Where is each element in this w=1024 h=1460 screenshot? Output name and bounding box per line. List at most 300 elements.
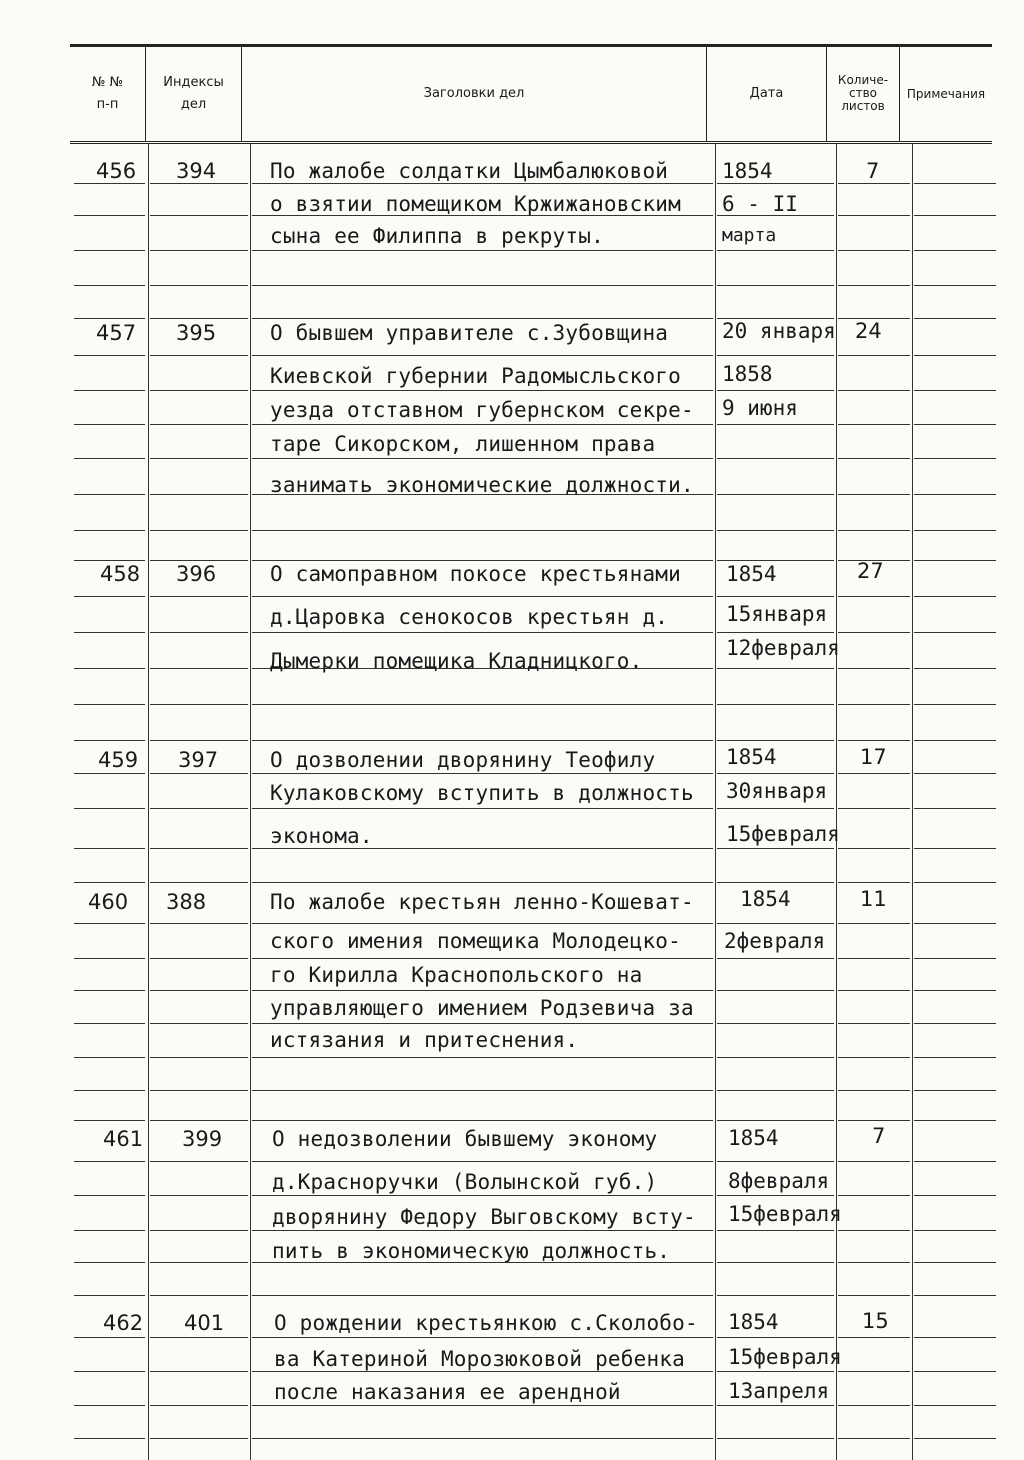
row-rule	[914, 285, 996, 286]
row-rule	[914, 990, 996, 991]
entry-title-line: Дымерки помещика Кладницкого.	[270, 649, 643, 673]
row-rule	[252, 390, 713, 391]
column-line	[836, 143, 837, 1460]
entry-date-line: 13апреля	[728, 1379, 830, 1403]
entry-index: 395	[176, 321, 217, 345]
row-rule	[838, 882, 910, 883]
entry-date-line: 12февраля	[726, 636, 840, 660]
row-rule	[74, 1195, 145, 1196]
row-rule	[252, 424, 713, 425]
row-rule	[717, 923, 834, 924]
row-rule	[717, 1262, 834, 1263]
header-qty-line: листов	[841, 99, 885, 113]
entry-date-line: 15февраля	[728, 1345, 842, 1369]
row-rule	[150, 1337, 248, 1338]
row-rule	[252, 560, 713, 561]
row-rule	[150, 1090, 248, 1091]
row-rule	[914, 740, 996, 741]
entry-title-line: пить в экономическую должность.	[272, 1239, 671, 1263]
row-rule	[717, 1161, 834, 1162]
entry-index: 396	[176, 562, 217, 586]
row-rule	[252, 882, 713, 883]
row-rule	[717, 458, 834, 459]
row-rule	[914, 355, 996, 356]
entry-index: 394	[176, 159, 217, 183]
entry-title-line: о взятии помещиком Кржижановским	[270, 192, 681, 216]
row-rule	[150, 183, 248, 184]
row-rule	[150, 958, 248, 959]
row-rule	[74, 740, 145, 741]
entry-title-line: занимать экономические должности.	[270, 473, 694, 497]
row-rule	[74, 183, 145, 184]
header-notes-label: Примечания	[906, 86, 986, 101]
header-bottom-rule	[70, 141, 992, 144]
row-rule	[914, 250, 996, 251]
row-rule	[74, 923, 145, 924]
row-rule	[717, 1057, 834, 1058]
row-rule	[150, 355, 248, 356]
row-rule	[74, 1120, 145, 1121]
row-rule	[74, 1371, 145, 1372]
row-rule	[838, 668, 910, 669]
row-rule	[838, 390, 910, 391]
entry-qty: 11	[860, 887, 887, 911]
row-rule	[252, 1090, 713, 1091]
row-rule	[74, 458, 145, 459]
entry-title-line: таре Сикорском, лишенном права	[270, 432, 656, 456]
entry-title-line: О рождении крестьянкою с.Сколобо-	[274, 1311, 698, 1335]
row-rule	[252, 740, 713, 741]
header-qty-column	[827, 46, 899, 141]
row-rule	[150, 923, 248, 924]
row-rule	[914, 1262, 996, 1263]
row-rule	[74, 318, 145, 319]
entry-title-line: д.Красноручки (Волынской губ.)	[272, 1170, 658, 1194]
row-rule	[838, 250, 910, 251]
entry-title-line: ского имения помещика Молодецко-	[270, 929, 681, 953]
header-index-line: Индексы	[163, 74, 224, 90]
row-rule	[150, 285, 248, 286]
entry-number: 457	[96, 321, 137, 345]
entry-number: 459	[98, 748, 139, 772]
row-rule	[150, 458, 248, 459]
row-rule	[150, 1262, 248, 1263]
row-rule	[74, 668, 145, 669]
row-rule	[717, 285, 834, 286]
row-rule	[74, 848, 145, 849]
row-rule	[838, 1438, 910, 1439]
entry-index: 388	[166, 890, 207, 914]
row-rule	[74, 596, 145, 597]
row-rule	[914, 958, 996, 959]
row-rule	[717, 990, 834, 991]
row-rule	[914, 1195, 996, 1196]
row-rule	[717, 958, 834, 959]
entry-title-line: ва Катериной Морозюковой ребенка	[274, 1347, 685, 1371]
row-rule	[914, 668, 996, 669]
row-rule	[914, 1090, 996, 1091]
row-rule	[74, 494, 145, 495]
entry-date-line: 1854	[728, 1126, 779, 1150]
row-rule	[838, 1230, 910, 1231]
row-rule	[150, 1057, 248, 1058]
entry-date-line: 1854	[728, 1310, 779, 1334]
entry-title-line: О самоправном покосе крестьянами	[270, 562, 681, 586]
row-rule	[150, 632, 248, 633]
row-rule	[150, 390, 248, 391]
row-rule	[150, 740, 248, 741]
row-rule	[150, 1295, 248, 1296]
entry-number: 456	[96, 159, 137, 183]
row-rule	[252, 355, 713, 356]
row-rule	[252, 530, 713, 531]
row-rule	[74, 773, 145, 774]
row-rule	[717, 668, 834, 669]
entry-number: 462	[103, 1311, 144, 1335]
row-rule	[838, 1405, 910, 1406]
row-rule	[150, 808, 248, 809]
header-index-column	[146, 46, 241, 141]
row-rule	[252, 1023, 713, 1024]
row-rule	[252, 848, 713, 849]
row-rule	[914, 1337, 996, 1338]
row-rule	[717, 530, 834, 531]
row-rule	[74, 390, 145, 391]
row-rule	[150, 1438, 248, 1439]
row-rule	[914, 1438, 996, 1439]
row-rule	[74, 704, 145, 705]
entry-title-line: управляющего имением Родзевича за	[270, 996, 694, 1020]
row-rule	[150, 530, 248, 531]
row-rule	[74, 250, 145, 251]
entry-title-line: О дозволении дворянину Теофилу	[270, 748, 656, 772]
entry-title-line: Кулаковскому вступить в должность	[270, 781, 694, 805]
header-date-column	[707, 46, 826, 141]
row-rule	[150, 882, 248, 883]
row-rule	[914, 1057, 996, 1058]
row-rule	[252, 1161, 713, 1162]
row-rule	[252, 808, 713, 809]
row-rule	[838, 958, 910, 959]
row-rule	[74, 1405, 145, 1406]
row-rule	[914, 848, 996, 849]
row-rule	[914, 704, 996, 705]
entry-index: 401	[184, 1311, 225, 1335]
row-rule	[914, 1023, 996, 1024]
row-rule	[914, 318, 996, 319]
row-rule	[914, 1120, 996, 1121]
row-rule	[252, 632, 713, 633]
row-rule	[838, 1195, 910, 1196]
entry-number: 461	[103, 1127, 144, 1151]
entry-title-line: после наказания ее арендной	[274, 1380, 621, 1404]
entry-title-line: О недозволении бывшему эконому	[272, 1127, 658, 1151]
row-rule	[150, 596, 248, 597]
entry-title-line: Киевской губернии Радомысльского	[270, 364, 681, 388]
row-rule	[717, 355, 834, 356]
row-rule	[838, 530, 910, 531]
entry-title-line: сына ее Филиппа в рекруты.	[270, 224, 604, 248]
row-rule	[252, 458, 713, 459]
row-rule	[252, 285, 713, 286]
row-rule	[717, 704, 834, 705]
entry-qty: 7	[872, 1124, 886, 1148]
row-rule	[150, 215, 248, 216]
row-rule	[838, 424, 910, 425]
row-rule	[914, 560, 996, 561]
row-rule	[717, 1230, 834, 1231]
row-rule	[252, 1438, 713, 1439]
row-rule	[914, 808, 996, 809]
row-rule	[150, 773, 248, 774]
row-rule	[838, 183, 910, 184]
row-rule	[838, 1057, 910, 1058]
row-rule	[74, 808, 145, 809]
entry-index: 397	[178, 748, 219, 772]
entry-date-line: 1854	[740, 887, 791, 911]
row-rule	[717, 250, 834, 251]
row-rule	[717, 1120, 834, 1121]
column-line	[912, 143, 913, 1460]
row-rule	[717, 632, 834, 633]
row-rule	[150, 1371, 248, 1372]
row-rule	[74, 1337, 145, 1338]
row-rule	[838, 1090, 910, 1091]
row-rule	[252, 1295, 713, 1296]
row-rule	[74, 882, 145, 883]
row-rule	[717, 390, 834, 391]
row-rule	[150, 1405, 248, 1406]
column-line	[715, 143, 716, 1460]
row-rule	[717, 740, 834, 741]
row-rule	[838, 215, 910, 216]
row-rule	[717, 1371, 834, 1372]
entry-date-line: марта	[722, 225, 777, 246]
header-num-line: п-п	[96, 96, 119, 112]
entry-title-line: го Кирилла Краснопольского на	[270, 963, 643, 987]
row-rule	[717, 596, 834, 597]
row-rule	[74, 1090, 145, 1091]
row-rule	[252, 1120, 713, 1121]
row-rule	[914, 424, 996, 425]
row-rule	[252, 596, 713, 597]
row-rule	[252, 923, 713, 924]
header-qty-line: ство	[848, 86, 877, 100]
row-rule	[252, 183, 713, 184]
row-rule	[150, 318, 248, 319]
row-rule	[74, 1057, 145, 1058]
entry-qty: 24	[855, 319, 882, 343]
row-rule	[150, 848, 248, 849]
row-rule	[150, 668, 248, 669]
row-rule	[252, 1405, 713, 1406]
row-rule	[150, 1161, 248, 1162]
header-title-label: Заголовки дел	[423, 85, 525, 101]
header-title-column	[242, 46, 706, 141]
row-rule	[150, 560, 248, 561]
row-rule	[838, 1120, 910, 1121]
row-rule	[74, 1161, 145, 1162]
row-rule	[838, 285, 910, 286]
entry-date-line: 15февраля	[728, 1202, 842, 1226]
row-rule	[838, 1161, 910, 1162]
row-rule	[914, 1161, 996, 1162]
entry-number: 460	[88, 890, 129, 914]
entry-date-line: 9 июня	[722, 396, 798, 420]
row-rule	[74, 355, 145, 356]
row-rule	[150, 990, 248, 991]
row-rule	[914, 494, 996, 495]
row-rule	[914, 458, 996, 459]
entry-title-line: По жалобе крестьян ленно-Кошеват-	[270, 890, 694, 914]
entry-date-line: 1854	[726, 562, 777, 586]
entry-qty: 15	[862, 1309, 889, 1333]
row-rule	[914, 1371, 996, 1372]
row-rule	[914, 1295, 996, 1296]
row-rule	[717, 1438, 834, 1439]
row-rule	[914, 1405, 996, 1406]
row-rule	[838, 923, 910, 924]
row-rule	[74, 1230, 145, 1231]
row-rule	[914, 390, 996, 391]
row-rule	[74, 530, 145, 531]
entry-title-line: дворянину Федору Выговскому всту-	[272, 1205, 696, 1229]
row-rule	[717, 1337, 834, 1338]
entry-date-line: 1854	[726, 745, 777, 769]
entry-number: 458	[100, 562, 141, 586]
row-rule	[252, 958, 713, 959]
row-rule	[717, 1023, 834, 1024]
row-rule	[74, 990, 145, 991]
row-rule	[150, 250, 248, 251]
entry-title-line: уезда отставном губернском секре-	[270, 398, 694, 422]
row-rule	[150, 494, 248, 495]
row-rule	[252, 1057, 713, 1058]
row-rule	[717, 424, 834, 425]
row-rule	[838, 458, 910, 459]
row-rule	[74, 958, 145, 959]
header-notes-column	[900, 46, 992, 141]
row-rule	[838, 990, 910, 991]
row-rule	[717, 1195, 834, 1196]
row-rule	[252, 1195, 713, 1196]
entry-date-line: 2февраля	[724, 929, 826, 953]
row-rule	[914, 183, 996, 184]
row-rule	[74, 560, 145, 561]
row-rule	[252, 318, 713, 319]
row-rule	[838, 1295, 910, 1296]
row-rule	[914, 215, 996, 216]
row-rule	[838, 740, 910, 741]
entry-title-line: По жалобе солдатки Цымбалюковой	[270, 159, 669, 183]
entry-date-line: 1854	[722, 159, 773, 183]
row-rule	[150, 704, 248, 705]
row-rule	[838, 494, 910, 495]
entry-date-line: 15февраля	[726, 822, 840, 846]
row-rule	[914, 923, 996, 924]
row-rule	[74, 632, 145, 633]
row-rule	[74, 1023, 145, 1024]
row-rule	[838, 1023, 910, 1024]
row-rule	[150, 1195, 248, 1196]
row-rule	[838, 355, 910, 356]
header-date-label: Дата	[749, 85, 784, 101]
row-rule	[717, 848, 834, 849]
row-rule	[717, 183, 834, 184]
row-rule	[74, 1262, 145, 1263]
row-rule	[914, 632, 996, 633]
row-rule	[914, 882, 996, 883]
row-rule	[914, 530, 996, 531]
row-rule	[74, 1295, 145, 1296]
row-rule	[252, 1337, 713, 1338]
row-rule	[74, 424, 145, 425]
row-rule	[252, 250, 713, 251]
row-rule	[914, 1230, 996, 1231]
entry-qty: 7	[866, 159, 880, 183]
entry-title-line: д.Царовка сенокосов крестьян д.	[270, 605, 669, 629]
entry-qty: 27	[857, 559, 884, 583]
entry-date-line: 30января	[726, 779, 828, 803]
row-rule	[150, 424, 248, 425]
row-rule	[914, 773, 996, 774]
row-rule	[838, 1371, 910, 1372]
row-rule	[252, 773, 713, 774]
row-rule	[838, 632, 910, 633]
row-rule	[252, 704, 713, 705]
row-rule	[838, 1337, 910, 1338]
row-rule	[150, 1230, 248, 1231]
row-rule	[838, 704, 910, 705]
entry-date-line: 8февраля	[728, 1169, 830, 1193]
header-index-line: дел	[180, 96, 207, 112]
row-rule	[838, 1262, 910, 1263]
row-rule	[252, 1230, 713, 1231]
row-rule	[838, 848, 910, 849]
row-rule	[150, 1023, 248, 1024]
row-rule	[74, 1438, 145, 1439]
row-rule	[74, 285, 145, 286]
row-rule	[74, 215, 145, 216]
row-rule	[717, 560, 834, 561]
row-rule	[717, 1295, 834, 1296]
row-rule	[252, 1371, 713, 1372]
row-rule	[252, 990, 713, 991]
entry-date-line: 6 - II	[722, 192, 798, 216]
row-rule	[717, 1405, 834, 1406]
row-rule	[838, 596, 910, 597]
row-rule	[717, 1090, 834, 1091]
row-rule	[838, 773, 910, 774]
column-line	[148, 143, 149, 1460]
row-rule	[717, 882, 834, 883]
header-qty-line: Количе-	[837, 73, 889, 87]
header-num-column	[70, 46, 145, 141]
entry-date-line: 15января	[726, 602, 828, 626]
entry-title-line: эконома.	[270, 824, 373, 848]
entry-index: 399	[182, 1127, 223, 1151]
column-line	[250, 143, 251, 1460]
entry-title-line: О бывшем управителе с.Зубовщина	[270, 321, 669, 345]
row-rule	[717, 494, 834, 495]
row-rule	[717, 773, 834, 774]
row-rule	[914, 596, 996, 597]
entry-date-line: 1858	[722, 362, 773, 386]
row-rule	[717, 808, 834, 809]
row-rule	[838, 808, 910, 809]
row-rule	[150, 1120, 248, 1121]
entry-qty: 17	[860, 745, 887, 769]
